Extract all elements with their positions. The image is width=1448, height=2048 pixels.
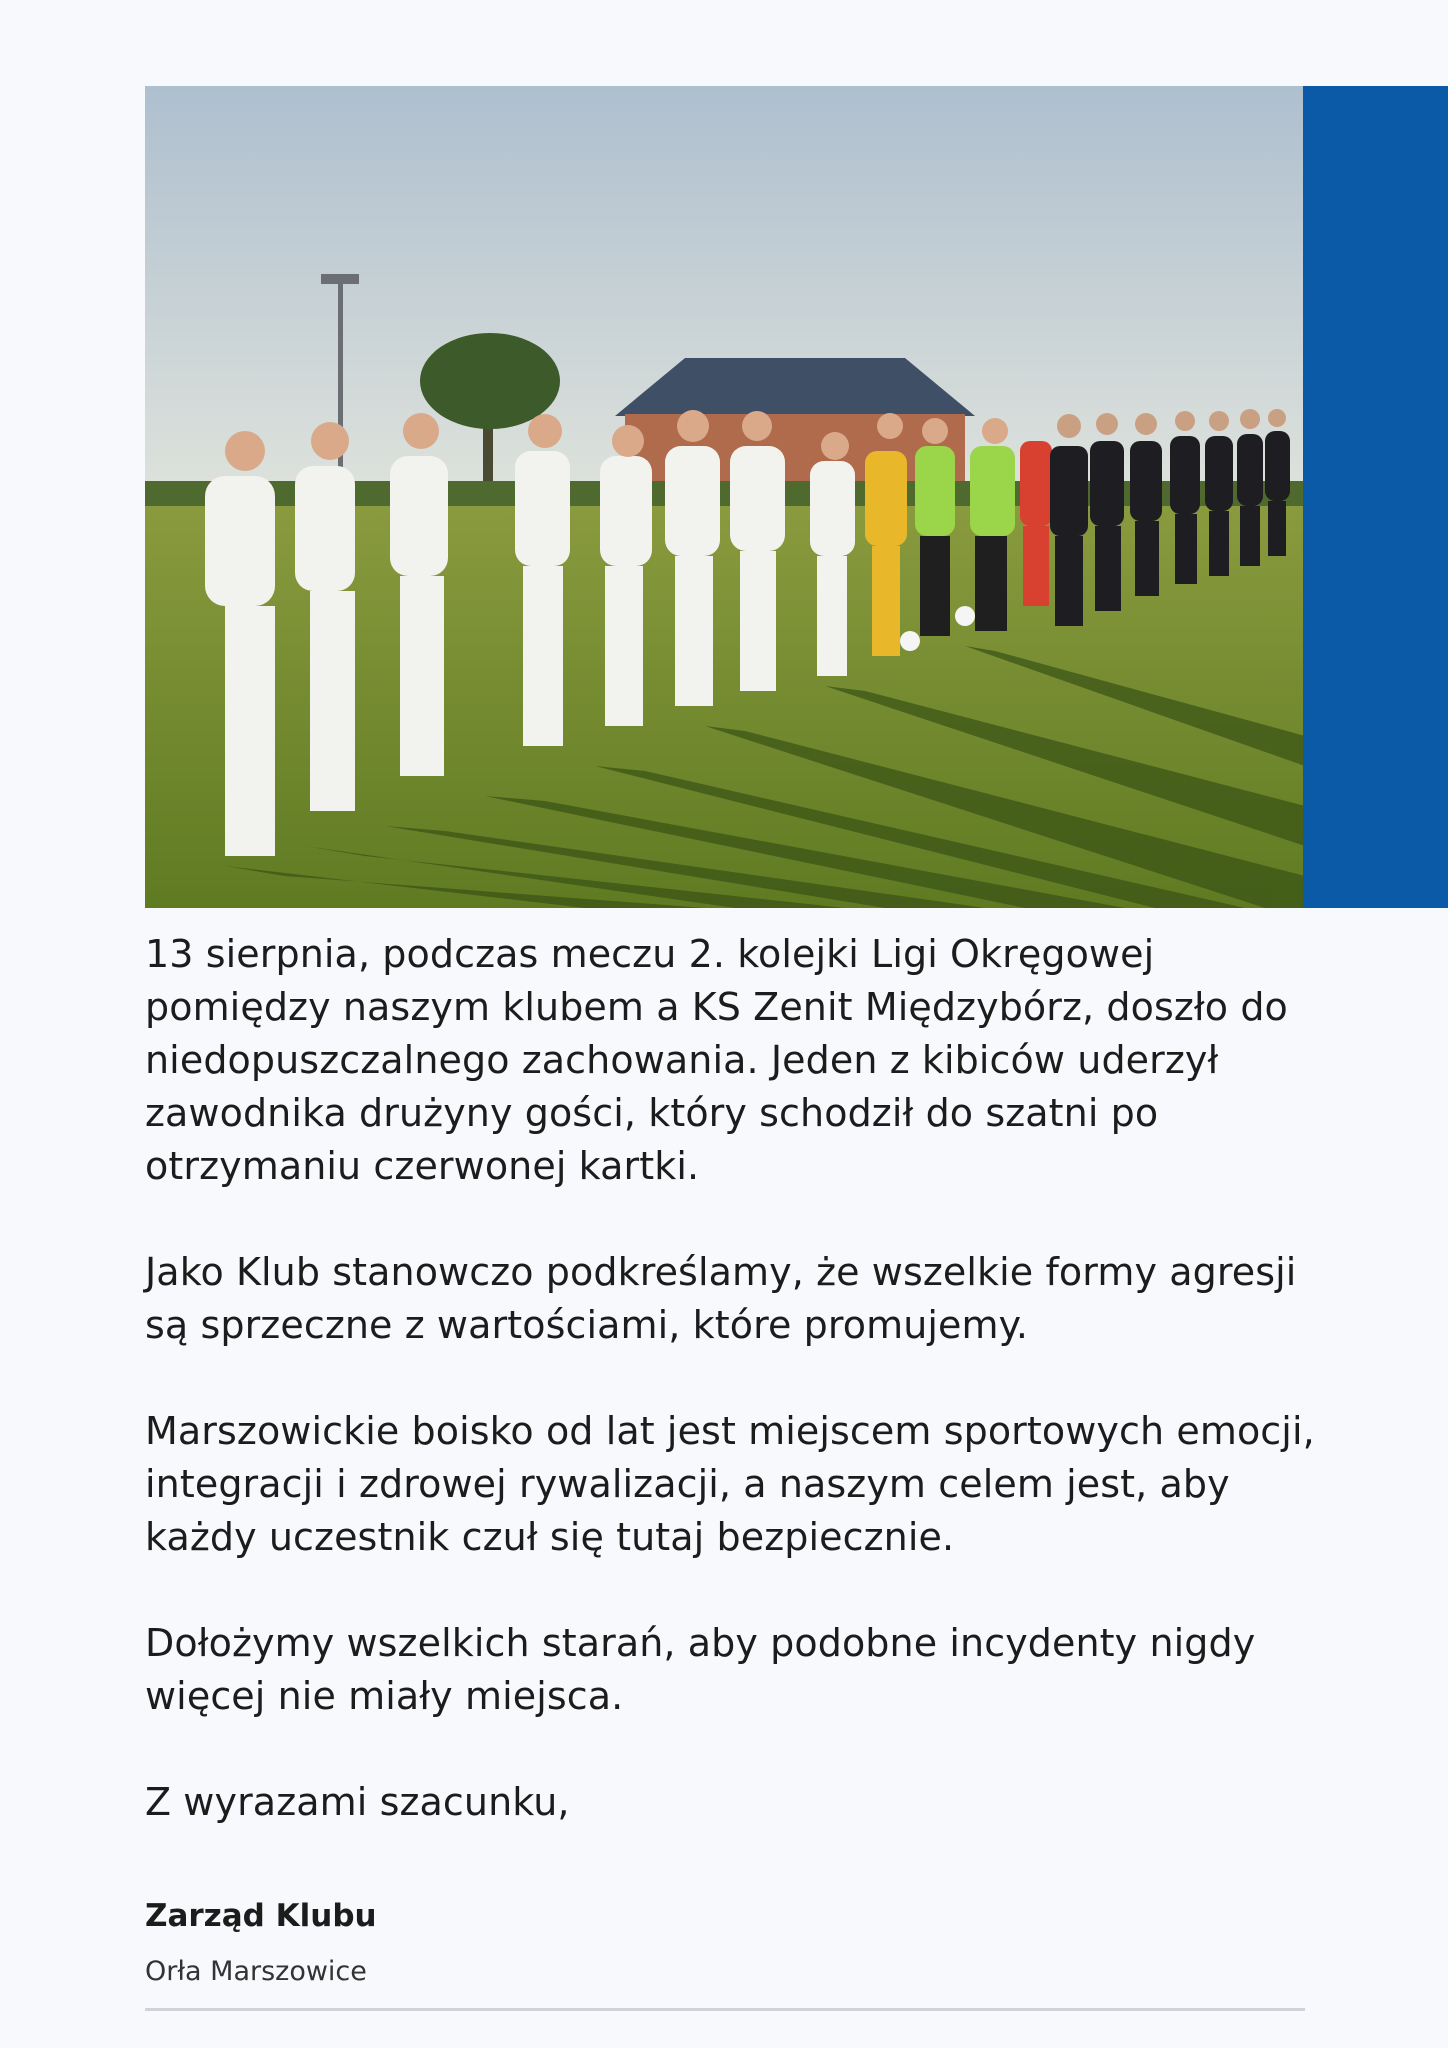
closing-line: Z wyrazami szacunku, [145,1780,570,1824]
paragraph-values: Marszowickie boisko od lat jest miejscem sportowych emocji, integracji i zdrowej rywalizacji, a naszym celem jest, aby każdy uczestnik czuł się tutaj bezpiecznie. [145,1409,1315,1559]
signature-club: Orła Marszowice [145,1956,367,1987]
paragraph-commitment: Dołożymy wszelkich starań, aby podobne incydenty nigdy więcej nie miały miejsca. [145,1621,1256,1718]
blue-accent-bar [1303,86,1448,908]
football-field-image [145,86,1305,908]
paragraph-position: Jako Klub stanowczo podkreślamy, że wszelkie formy agresji są sprzeczne z wartościami, które promujemy. [145,1250,1297,1347]
signature-name: Zarząd Klubu [145,1898,377,1934]
statement-body [145,928,1315,1882]
paragraph-incident: 13 sierpnia, podczas meczu 2. kolejki Ligi Okręgowej pomiędzy naszym klubem a KS Zenit Międzybórz, doszło do niedopuszczalnego zachowania. Jeden z kibiców uderzył zawodnika drużyny gości, który schodził do szatni po otrzymaniu czerwonej kartki. [145,932,1288,1188]
team-lineup-photo [145,86,1305,908]
footer-divider [145,2008,1305,2011]
